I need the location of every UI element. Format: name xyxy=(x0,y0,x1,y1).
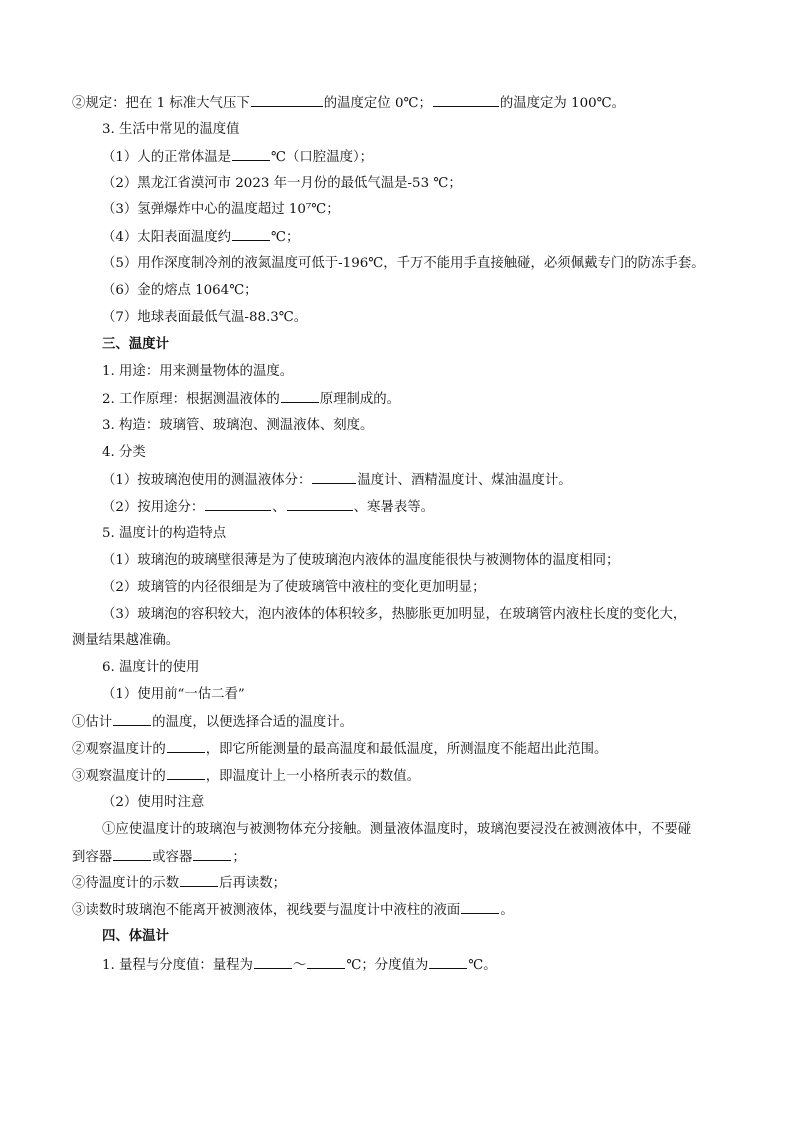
text-line xyxy=(102,498,722,517)
fill-in-blank xyxy=(232,148,270,161)
fill-in-blank xyxy=(429,956,467,969)
text-segment: ℃（口腔温度）； xyxy=(271,150,374,165)
text-line xyxy=(102,228,722,247)
text-segment: ②待温度计的示数 xyxy=(72,876,180,891)
text-line xyxy=(72,767,722,786)
text-line: 6. 温度计的使用 xyxy=(102,660,200,675)
text-segment: （1）人的正常体温是 xyxy=(102,150,232,165)
text-segment: ③观察温度计的 xyxy=(72,769,166,784)
text-segment: （4）太阳表面温度约 xyxy=(102,230,232,245)
text-segment: ℃；分度值为 xyxy=(346,958,429,973)
text-line: （3）玻璃泡的容积较大，泡内液体的体积较多，热膨胀更加明显，在玻璃管内液柱长度的变化大， xyxy=(102,607,687,622)
fill-in-blank xyxy=(193,848,231,861)
fill-in-blank xyxy=(113,713,151,726)
text-segment: 后再读数； xyxy=(219,876,287,891)
text-line xyxy=(72,848,722,867)
fill-in-blank xyxy=(433,94,499,107)
text-segment: ℃。 xyxy=(468,958,497,973)
fill-in-blank xyxy=(281,390,319,403)
text-segment: 、 xyxy=(272,500,286,515)
section-heading: 三、温度计 xyxy=(102,337,169,352)
text-segment: ； xyxy=(232,850,246,865)
text-line: （1）玻璃泡的玻璃壁很薄是为了使玻璃泡内液体的温度能很快与被测物体的温度相同； xyxy=(102,553,620,568)
text-line xyxy=(72,740,722,759)
text-line: 3. 构造：玻璃管、玻璃泡、测温液体、刻度。 xyxy=(102,418,374,433)
fill-in-blank xyxy=(232,228,270,241)
text-segment: 的温度定为 100℃。 xyxy=(499,96,625,111)
fill-in-blank xyxy=(254,956,292,969)
fill-in-blank xyxy=(307,956,345,969)
text-segment: ②规定：把在 1 标准大气压下 xyxy=(72,96,250,111)
text-line: （2）玻璃管的内径很细是为了使玻璃管中液柱的变化更加明显； xyxy=(102,580,486,595)
text-line xyxy=(102,390,722,409)
text-segment: （1）按玻璃泡使用的测温液体分： xyxy=(102,473,312,488)
section-heading: 四、体温计 xyxy=(102,929,169,944)
text-segment: 1. 量程与分度值：量程为 xyxy=(102,958,253,973)
text-line: （3）氢弹爆炸中心的温度超过 10⁷℃； xyxy=(102,202,340,217)
text-segment: ，即温度计上一小格所表示的数值。 xyxy=(205,769,420,784)
text-line: （2）使用时注意 xyxy=(102,795,205,810)
text-segment: 、寒暑表等。 xyxy=(353,500,434,515)
text-line: （5）用作深度制冷剂的液氮温度可低于-196℃，千万不能用手直接触碰，必须佩戴专门的防冻手套。 xyxy=(102,256,705,271)
text-line xyxy=(72,713,722,732)
text-segment: ℃； xyxy=(271,230,300,245)
text-segment: 2. 工作原理：根据测温液体的 xyxy=(102,392,280,407)
text-segment: ～ xyxy=(292,958,307,973)
fill-in-blank xyxy=(287,498,353,511)
text-line xyxy=(72,901,722,920)
text-line: （2）黑龙江省漠河市 2023 年一月份的最低气温是-53 ℃； xyxy=(102,176,462,191)
fill-in-blank xyxy=(251,94,323,107)
text-line xyxy=(102,956,722,975)
text-segment: 原理制成的。 xyxy=(319,392,401,407)
fill-in-blank xyxy=(113,848,151,861)
text-line xyxy=(102,148,722,167)
text-segment: 温度计、酒精温度计、煤油温度计。 xyxy=(357,473,572,488)
text-segment: 的温度，以便选择合适的温度计。 xyxy=(152,715,354,730)
text-line: 5. 温度计的构造特点 xyxy=(102,526,227,541)
text-segment: ②观察温度计的 xyxy=(72,742,166,757)
text-line: 3. 生活中常见的温度值 xyxy=(102,122,240,137)
text-line: （6）金的熔点 1064℃； xyxy=(102,283,258,298)
text-segment: ①估计 xyxy=(72,715,113,730)
fill-in-blank xyxy=(167,740,205,753)
text-line: （7）地球表面最低气温-88.3℃。 xyxy=(102,310,308,325)
fill-in-blank xyxy=(461,901,499,914)
fill-in-blank xyxy=(312,471,356,484)
text-line xyxy=(72,94,722,113)
text-line: 测量结果越准确。 xyxy=(72,633,180,648)
fill-in-blank xyxy=(205,498,271,511)
text-segment: （2）按用途分： xyxy=(102,500,205,515)
text-segment: 。 xyxy=(500,903,514,918)
text-segment: 的温度定位 0℃； xyxy=(323,96,432,111)
text-line xyxy=(72,874,722,893)
text-segment: ③读数时玻璃泡不能离开被测液体，视线要与温度计中液柱的液面 xyxy=(72,903,461,918)
text-segment: 到容器 xyxy=(72,850,113,865)
text-line: 4. 分类 xyxy=(102,445,146,460)
fill-in-blank xyxy=(167,767,205,780)
fill-in-blank xyxy=(180,874,218,887)
text-segment: ，即它所能测量的最高温度和最低温度，所测温度不能超出此范围。 xyxy=(205,742,608,757)
text-segment: 或容器 xyxy=(152,850,193,865)
text-line: （1）使用前“一估二看” xyxy=(102,687,245,702)
text-line: 1. 用途：用来测量物体的温度。 xyxy=(102,364,294,379)
text-line xyxy=(102,471,722,490)
text-line: ①应使温度计的玻璃泡与被测物体充分接触。测量液体温度时，玻璃泡要浸没在被测液体中，不要碰 xyxy=(102,822,692,837)
